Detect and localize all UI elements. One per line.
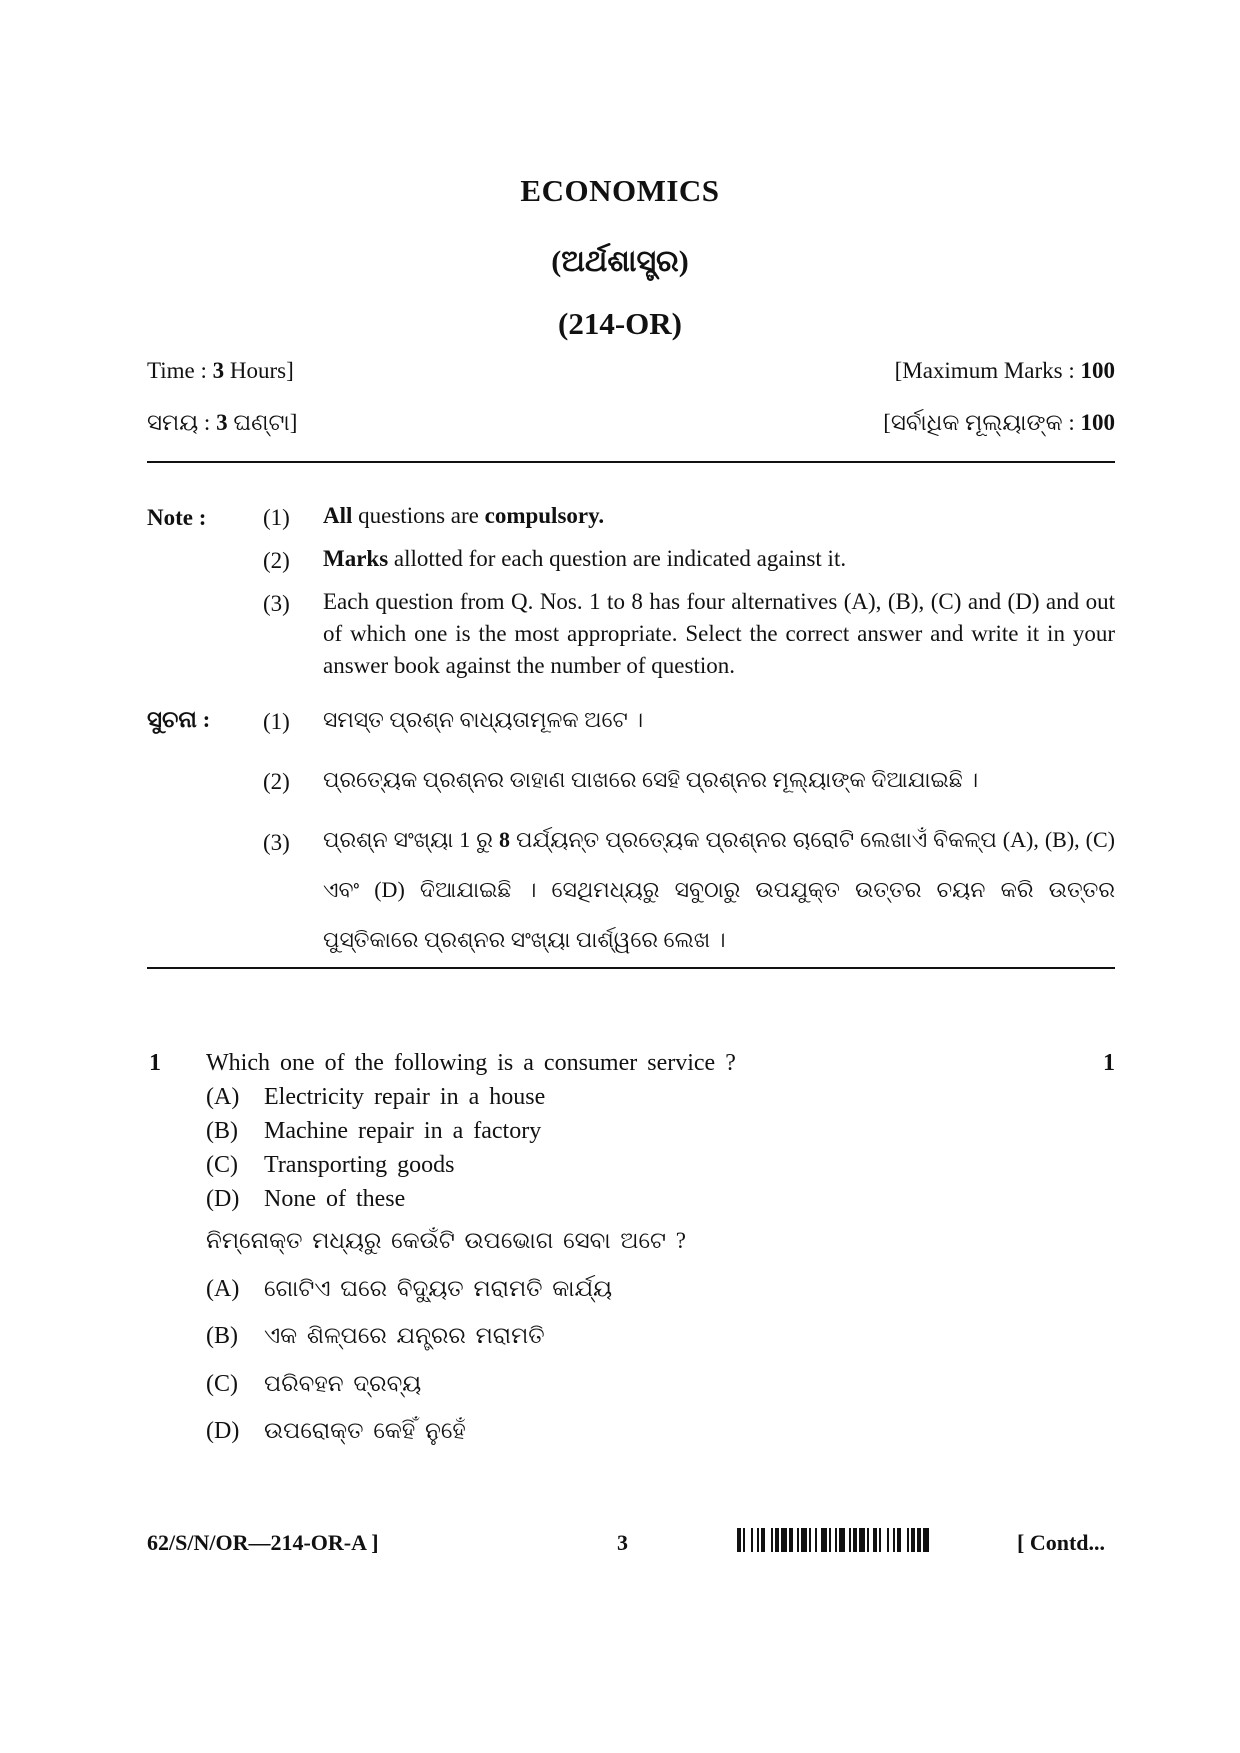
option-b: (B) Machine repair in a factory [206, 1118, 542, 1144]
barcode-bar [761, 1528, 765, 1552]
barcode-bar [815, 1528, 817, 1552]
note-number: (1) [263, 709, 290, 734]
option-d-odia: (D) ଉପରୋକ୍ତ କେହିଁ ନୁହେଁ [206, 1418, 466, 1444]
barcode-bar [743, 1528, 745, 1552]
barcode-bar [797, 1528, 799, 1552]
note-item-odia: ପ୍ରଶ୍ନ ସଂଖ୍ୟା 1 ରୁ 8 ପର୍ଯ୍ୟନ୍ତ ପ୍ରତ୍ୟେକ ପ୍ରଶ୍ନର ଚାରୋଟି ଲେଖାଏଁ ବିକଳ୍ପ (A), (B), (C) ଏବଂ (D) ଦିଆଯାଇଛି । ସେଥିମଧ୍ୟରୁ ସବୁଠାରୁ ଉପଯୁକ୍ତ ଉତ୍ତର ଚୟନ କରି ଉତ୍ତର ପୁସ୍ତିକାରେ ପ୍ରଶ୍ନର ସଂଖ୍ୟା ପାର୍ଶ୍ୱରେ ଲେଖ । [323, 827, 1115, 952]
barcode-bar [897, 1528, 901, 1552]
option-b-odia: (B) ଏକ ଶିଳ୍ପରେ ଯନ୍ତ୍ରର ମରାମତି [206, 1323, 545, 1349]
barcode-bar [853, 1528, 857, 1552]
max-marks-en: [Maximum Marks : 100 [894, 358, 1115, 383]
barcode-bar [781, 1528, 787, 1552]
barcode-bar [821, 1528, 827, 1552]
barcode-bar [879, 1528, 881, 1552]
subject-title: ECONOMICS [520, 173, 720, 208]
option-a-odia: (A) ଗୋଟିଏ ଘରେ ବିଦ୍ୟୁତ ମରାମତି କାର୍ଯ୍ୟ [206, 1276, 613, 1302]
note-number: (3) [263, 591, 290, 616]
barcode-bar [829, 1528, 831, 1552]
barcode-bar [809, 1528, 811, 1552]
question-number: 1 [149, 1050, 161, 1076]
question-text: Which one of the following is a consumer service ? [206, 1050, 736, 1076]
note-label: Note : [147, 505, 207, 530]
page-number: 3 [617, 1530, 628, 1555]
barcode-bar [737, 1528, 741, 1552]
subject-code: (214-OR) [558, 306, 682, 341]
paper-code: 62/S/N/OR—214-OR-A ] [147, 1530, 379, 1555]
note-item-odia: ପ୍ରତ୍ୟେକ ପ୍ରଶ୍ନର ଡାହାଣ ପାଖରେ ସେହି ପ୍ରଶ୍ନର ମୂଲ୍ୟାଙ୍କ ଦିଆଯାଇଛି । [323, 767, 979, 792]
note-number: (1) [263, 505, 290, 530]
barcode-bar [789, 1528, 793, 1552]
bottom-divider [147, 967, 1115, 969]
note-item: All questions are compulsory. [323, 503, 605, 528]
note-item: Marks allotted for each question are indicated against it. [323, 546, 847, 571]
barcode [737, 1528, 990, 1552]
note-number: (3) [263, 830, 290, 855]
barcode-bar [839, 1528, 845, 1552]
barcode-bar [873, 1528, 877, 1552]
time-en: Time : 3 Hours] [147, 358, 294, 383]
barcode-bar [801, 1528, 807, 1552]
barcode-bar [835, 1528, 837, 1552]
note-number: (2) [263, 769, 290, 794]
subject-title-odia: (ଅର୍ଥଶାସ୍ତ୍ର) [551, 245, 689, 278]
barcode-bar [757, 1528, 759, 1552]
barcode-bar [849, 1528, 851, 1552]
top-divider [147, 461, 1115, 463]
barcode-bar [887, 1528, 889, 1552]
barcode-bar [923, 1528, 929, 1552]
barcode-bar [867, 1528, 869, 1552]
note-number: (2) [263, 548, 290, 573]
option-d: (D) None of these [206, 1186, 406, 1212]
barcode-bar [917, 1528, 921, 1552]
question-marks: 1 [1103, 1050, 1115, 1076]
question-text-odia: ନିମ୍ନୋକ୍ତ ମଧ୍ୟରୁ କେଉଁଟି ଉପଭୋଗ ସେବା ଅଟେ ? [206, 1228, 686, 1253]
note-label-odia: ସୁଚନା : [147, 707, 211, 732]
contd-label: [ Contd... [1017, 1530, 1106, 1555]
option-c-odia: (C) ପରିବହନ ଦ୍ରବ୍ୟ [206, 1371, 422, 1397]
note-item-odia: ସମସ୍ତ ପ୍ରଶ୍ନ ବାଧ୍ୟତାମୂଳକ ଅଟେ । [323, 707, 644, 732]
max-marks-or: [ସର୍ବାଧିକ ମୂଲ୍ୟାଙ୍କ : 100 [883, 410, 1115, 435]
note-item: Each question from Q. Nos. 1 to 8 has four alternatives (A), (B), (C) and (D) and out of which one is the most appropriate. Select the correct answer and write it in your answer book against the number of question. [323, 589, 1115, 678]
barcode-bar [911, 1528, 915, 1552]
barcode-bar [771, 1528, 773, 1552]
barcode-bar [751, 1528, 753, 1552]
option-c: (C) Transporting goods [206, 1152, 455, 1178]
barcode-bar [775, 1528, 779, 1552]
barcode-bar [907, 1528, 909, 1552]
time-or: ସମୟ : 3 ଘଣ୍ଟା] [147, 410, 298, 435]
option-a: (A) Electricity repair in a house [206, 1084, 546, 1110]
barcode-bar [893, 1528, 895, 1552]
barcode-bar [859, 1528, 865, 1552]
